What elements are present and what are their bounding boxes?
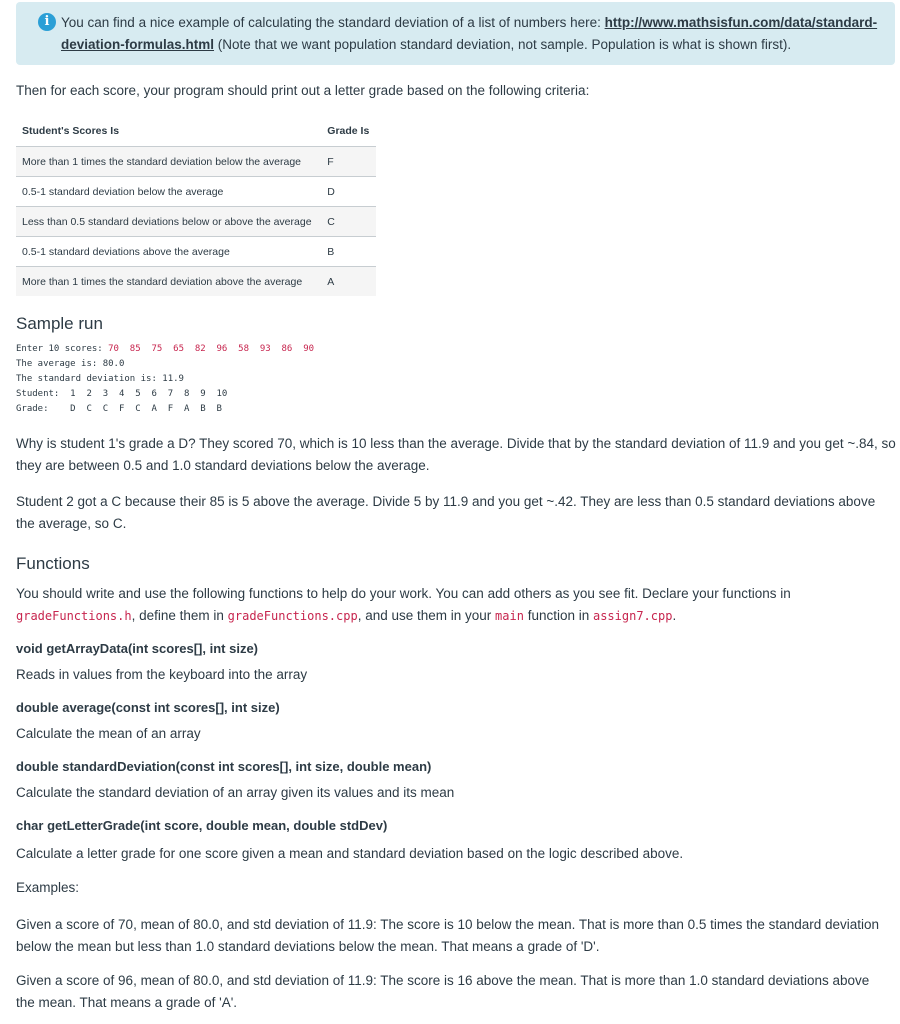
- note-text-after: (Note that we want population standard deviation, not sample. Population is what is shown first).: [214, 37, 792, 52]
- stddev-line: The standard deviation is: 11.9: [16, 374, 184, 384]
- link-line-2: deviation-formulas.html: [61, 37, 215, 52]
- grade-cell: C: [321, 207, 376, 237]
- functions-intro: [16, 583, 896, 627]
- table-row: [16, 237, 376, 267]
- function-description: Reads in values from the keyboard into the array: [16, 667, 308, 682]
- file-main: assign7.cpp: [592, 609, 673, 623]
- criteria-cell: Less than 0.5 standard deviations below or above the average: [16, 207, 321, 237]
- prompt-text: Enter 10 scores:: [16, 344, 109, 354]
- table-row: [16, 177, 376, 207]
- explanation-student-2: Student 2 got a C because their 85 is 5 above the average. Divide 5 by 11.9 and you get ~.42. They are less than 0.5 standard deviations above the average, so C.: [16, 494, 876, 531]
- function-signature: char getLetterGrade(int score, double mean, double stdDev): [16, 818, 388, 833]
- sample-run-heading: Sample run: [16, 314, 103, 333]
- grade-cell: A: [321, 267, 376, 297]
- file-cpp: gradeFunctions.cpp: [227, 609, 358, 623]
- function-description: Calculate the standard deviation of an array given its values and its mean: [16, 785, 455, 800]
- functions-intro-e: .: [672, 608, 677, 623]
- criteria-intro: Then for each score, your program should print out a letter grade based on the following criteria:: [16, 83, 590, 98]
- main-function: main: [495, 609, 524, 623]
- functions-intro-b: , define them in: [131, 608, 228, 623]
- function-description: Calculate the mean of an array: [16, 726, 201, 741]
- note-text-before: You can find a nice example of calculating the standard deviation of a list of numbers here:: [61, 15, 605, 30]
- function-signature: double standardDeviation(const int scores[], int size, double mean): [16, 759, 432, 774]
- table-row: [16, 207, 376, 237]
- functions-intro-d: function in: [523, 608, 593, 623]
- criteria-cell: More than 1 times the standard deviation below the average: [16, 147, 321, 177]
- file-header: gradeFunctions.h: [16, 609, 132, 623]
- info-callout: [16, 2, 895, 65]
- examples-label: Examples:: [16, 880, 80, 895]
- link-line-1: http://www.mathsisfun.com/data/standard-: [604, 15, 878, 30]
- input-scores: 70 85 75 65 82 96 58 93 86 90: [108, 344, 315, 354]
- header-grade: Grade Is: [327, 125, 370, 137]
- sample-run-output: [16, 342, 314, 417]
- function-signature: void getArrayData(int scores[], int size): [16, 641, 258, 656]
- table-row: [16, 267, 376, 297]
- function-signature: double average(const int scores[], int size): [16, 700, 280, 715]
- functions-intro-c: , and use them in your: [357, 608, 496, 623]
- example-1: Given a score of 70, mean of 80.0, and std deviation of 11.9: The score is 10 below the mean. That is more than 0.5 times the standard deviation below the mean but less than 1.0 standard deviations below the mean. That means a grade of 'D'.: [16, 917, 880, 954]
- functions-heading: Functions: [16, 554, 90, 573]
- criteria-cell: 0.5-1 standard deviation below the average: [16, 177, 321, 207]
- grade-cell: F: [321, 147, 376, 177]
- criteria-cell: More than 1 times the standard deviation above the average: [16, 267, 321, 297]
- table-header-row: [16, 116, 376, 147]
- functions-intro-a: You should write and use the following functions to help do your work. You can add others as you see fit. Declare your functions in: [16, 586, 791, 601]
- grade-cell: B: [321, 237, 376, 267]
- header-scores: Student's Scores Is: [22, 125, 120, 137]
- info-icon: i: [38, 13, 56, 31]
- average-line: The average is: 80.0: [16, 359, 125, 369]
- grade-cell: D: [321, 177, 376, 207]
- student-line: Student: 1 2 3 4 5 6 7 8 9 10: [16, 389, 228, 399]
- grade-line: Grade: D C C F C A F A B B: [16, 404, 222, 414]
- grade-criteria-table: [16, 116, 376, 296]
- explanation-student-1: Why is student 1's grade a D? They scored 70, which is 10 less than the average. Divide that by the standard deviation of 11.9 and you get ~.84, so they are between 0.5 and 1.0 standard deviations below the average.: [16, 436, 896, 473]
- function-description: Calculate a letter grade for one score given a mean and standard deviation based on the logic described above.: [16, 846, 684, 861]
- criteria-cell: 0.5-1 standard deviations above the average: [16, 237, 321, 267]
- table-row: [16, 147, 376, 177]
- example-2: Given a score of 96, mean of 80.0, and std deviation of 11.9: The score is 16 above the mean. That is more than 1.0 standard deviations above the mean. That means a grade of 'A'.: [16, 973, 870, 1010]
